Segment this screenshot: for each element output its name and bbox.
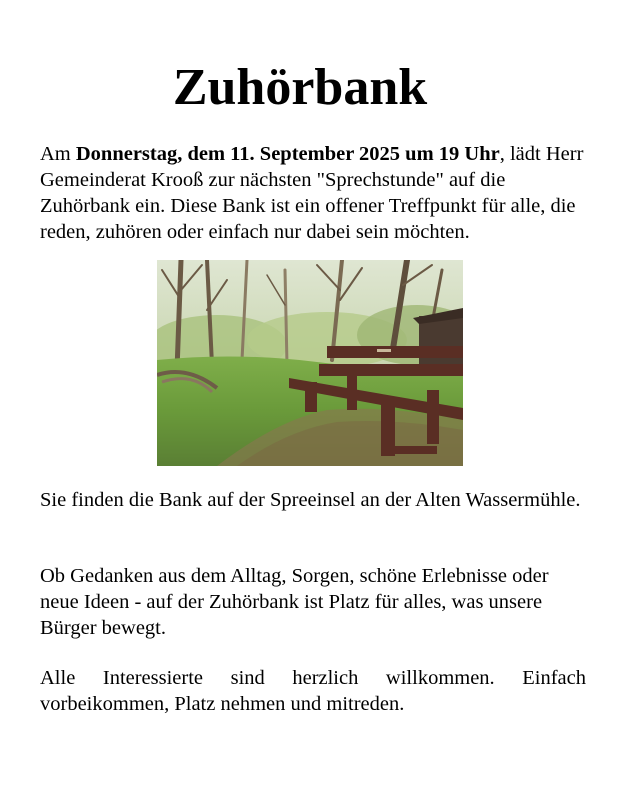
event-date-time: Donnerstag, dem 11. September 2025 um 19 Uhr [75, 143, 500, 165]
welcome-paragraph: Alle Interessierte sind herzlich willkommen. Einfach vorbeikommen, Platz nehmen und mitreden. [40, 667, 586, 715]
intro-prefix: Am [40, 143, 76, 165]
topics-paragraph: Ob Gedanken aus dem Alltag, Sorgen, schöne Erlebnisse oder neue Ideen - auf der Zuhörbank ist Platz für alles, was unsere Bürger bewegt. [40, 565, 549, 639]
intro-paragraph [40, 141, 586, 245]
bench-photo [157, 260, 463, 466]
intro-suffix: , lädt Herr Gemeinderat Krooß zur nächsten "Sprechstunde" auf die Zuhörbank ein. Diese Bank ist ein offener Treffpunkt für alle, die reden, zuhören oder einfach nur dabei sein möchten. [40, 143, 584, 243]
page-title: Zuhörbank [172, 59, 428, 116]
location-paragraph: Sie finden die Bank auf der Spreeinsel an der Alten Wassermühle. [40, 489, 581, 511]
